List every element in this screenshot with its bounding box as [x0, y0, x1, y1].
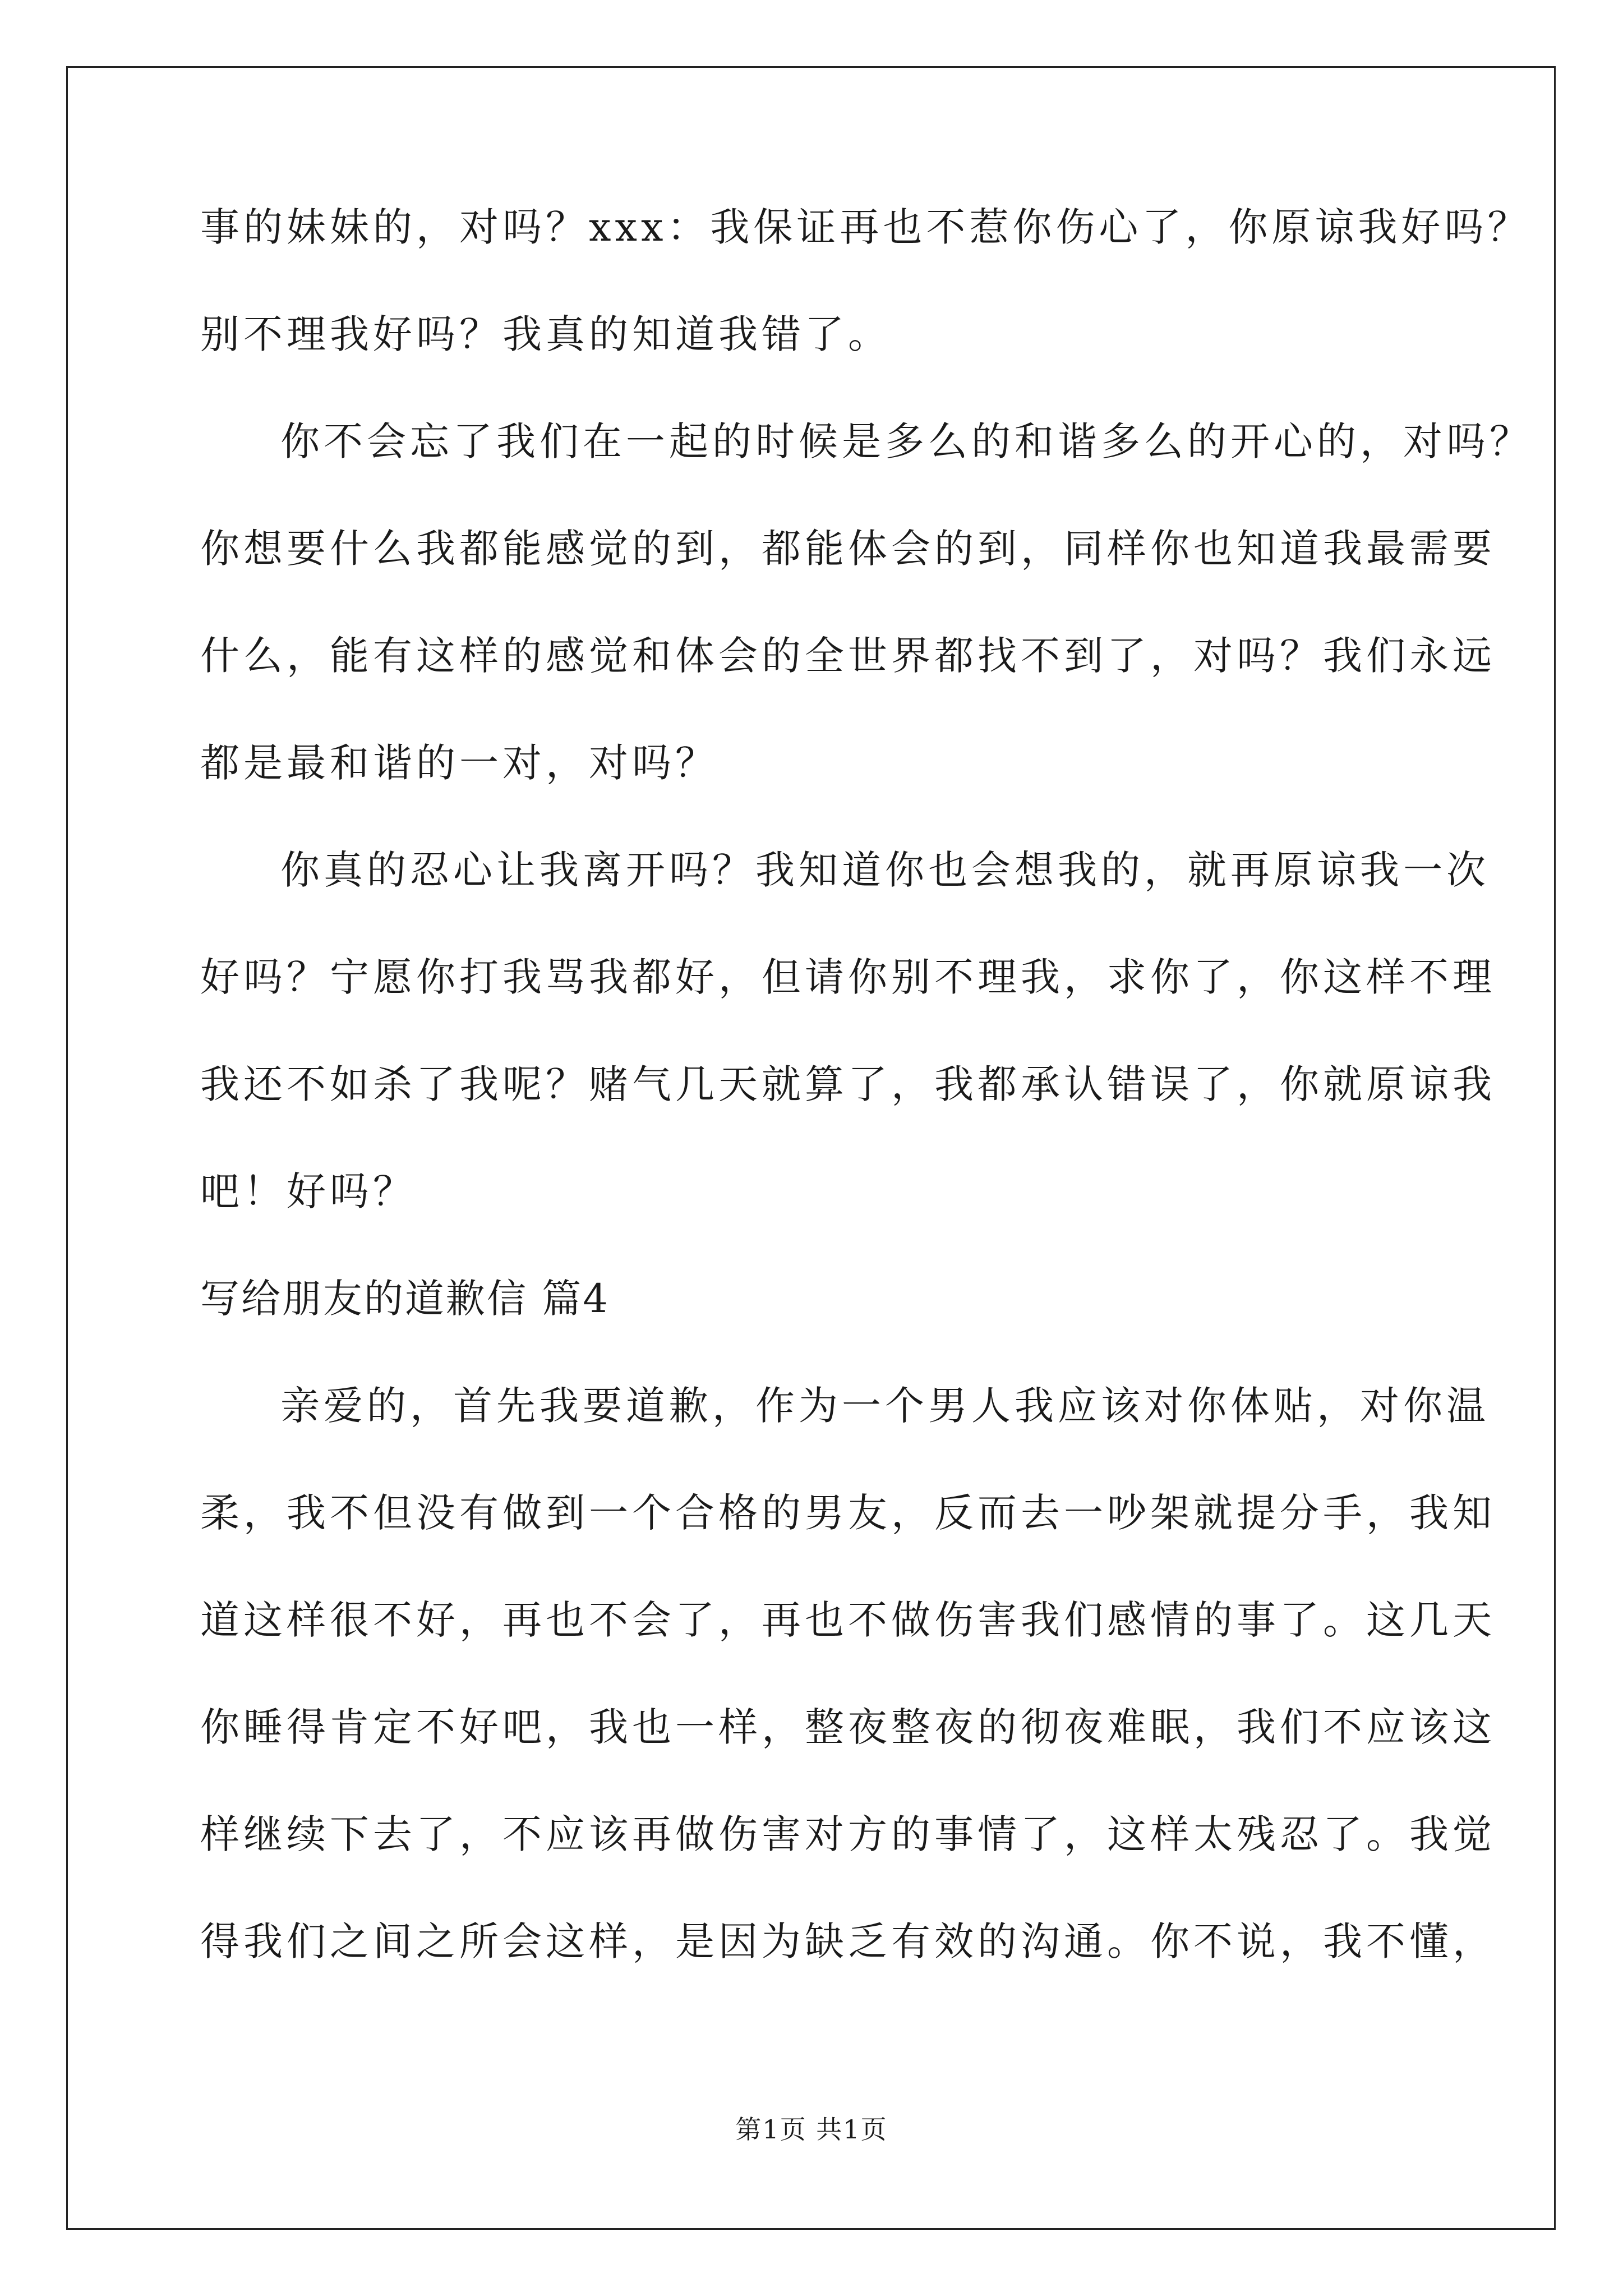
paragraph-start-line: 你不会忘了我们在一起的时候是多么的和谐多么的开心的，对吗？	[280, 418, 1533, 464]
text-line: 柔，我不但没有做到一个合格的男友，反而去一吵架就提分手，我知	[200, 1490, 1496, 1536]
text-line: 样继续下去了，不应该再做伤害对方的事情了，这样太残忍了。我觉	[200, 1811, 1496, 1857]
text-line: 都是最和谐的一对，对吗？	[200, 740, 718, 786]
page-footer: 第1页 共1页	[735, 2114, 888, 2145]
page-border	[66, 66, 1556, 2230]
section-heading: 写给朋友的道歉信 篇4	[200, 1276, 610, 1322]
text-line: 你想要什么我都能感觉的到，都能体会的到，同样你也知道我最需要	[200, 526, 1496, 572]
text-line: 我还不如杀了我呢？赌气几天就算了，我都承认错误了，你就原谅我	[200, 1061, 1496, 1107]
text-line: 你睡得肯定不好吧，我也一样，整夜整夜的彻夜难眠，我们不应该这	[200, 1704, 1496, 1750]
paragraph-start-line: 亲爱的，首先我要道歉，作为一个男人我应该对你体贴，对你温	[280, 1383, 1490, 1429]
text-line: 好吗？宁愿你打我骂我都好，但请你别不理我，求你了，你这样不理	[200, 954, 1496, 1000]
text-line: 吧！好吗？	[200, 1168, 416, 1214]
paragraph-start-line: 你真的忍心让我离开吗？我知道你也会想我的，就再原谅我一次	[280, 847, 1490, 893]
text-line: 别不理我好吗？我真的知道我错了。	[200, 311, 891, 357]
text-line: 得我们之间之所会这样，是因为缺乏有效的沟通。你不说，我不懂，	[200, 1918, 1496, 1964]
text-line: 事的妹妹的，对吗？xxx：我保证再也不惹你伤心了，你原谅我好吗？	[200, 204, 1531, 250]
text-line: 道这样很不好，再也不会了，再也不做伤害我们感情的事了。这几天	[200, 1597, 1496, 1643]
text-line: 什么，能有这样的感觉和体会的全世界都找不到了，对吗？我们永远	[200, 633, 1496, 679]
